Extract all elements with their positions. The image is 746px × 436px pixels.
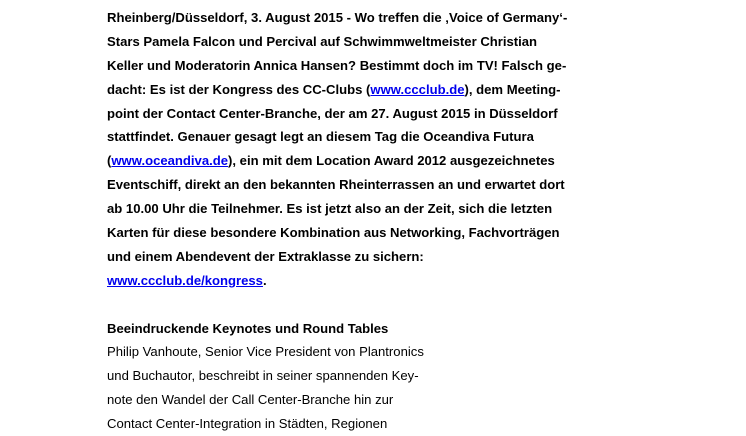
intro-text: und einem Abendevent der Extraklasse zu sichern: [107,248,424,264]
intro-line [107,6,627,30]
intro-line [107,54,627,78]
keynotes-line: und Buchautor, beschreibt in seiner spannenden Key- [107,368,419,384]
hyperlink[interactable]: www.ccclub.de/kongress [107,272,263,288]
hyperlink[interactable]: www.ccclub.de [370,81,465,97]
intro-line [107,269,627,293]
intro-text: Rheinberg/Düsseldorf, 3. August 2015 - Wo treffen die ‚Voice of Germany‘- [107,10,568,25]
keynotes-line: Philip Vanhoute, Senior Vice President von Plantronics [107,344,424,360]
intro-text: Stars Pamela Falcon und Percival auf Schwimmweltmeister Christian [107,33,538,49]
intro-text: stattfindet. Genauer gesagt legt an diesem Tag die Oceandiva Futura [107,129,534,145]
intro-line [107,30,627,54]
intro-text: ab 10.00 Uhr die Teilnehmer. Es ist jetzt also an der Zeit, sich die letzten [107,201,553,217]
intro-text: Eventschiff, direkt an den bekannten Rheinterrassen an und erwartet dort [107,177,565,193]
keynotes-paragraph [107,340,627,436]
hyperlink[interactable]: www.oceandiva.de [111,153,229,169]
intro-text: dacht: Es ist der Kongress des CC-Clubs ( [107,81,371,97]
paragraph-gap [107,293,627,317]
keynotes-line: Contact Center-Integration in Städten, Regionen [107,416,388,432]
intro-line [107,78,627,102]
press-release-intro [107,6,627,293]
intro-line [107,173,627,197]
intro-line [107,125,627,149]
intro-text: Karten für diese besondere Kombination aus Networking, Fachvorträgen [107,225,560,241]
intro-text: . [262,272,267,288]
intro-line [107,149,627,173]
intro-text: ( [107,153,112,169]
intro-line [107,221,627,245]
intro-line [107,102,627,126]
intro-text: ), ein mit dem Location Award 2012 ausgezeichnetes [228,153,555,169]
intro-text: Keller und Moderatorin Annica Hansen? Bestimmt doch im TV! Falsch ge- [107,57,567,73]
keynotes-line: note den Wandel der Call Center-Branche hin zur [107,392,394,408]
section-heading-keynotes: Beeindruckende Keynotes und Round Tables [107,320,389,336]
document-page [107,6,627,436]
intro-text: ), dem Meeting- [464,81,561,97]
intro-line [107,197,627,221]
intro-text: point der Contact Center-Branche, der am 27. August 2015 in Düsseldorf [107,105,558,121]
intro-line [107,245,627,269]
